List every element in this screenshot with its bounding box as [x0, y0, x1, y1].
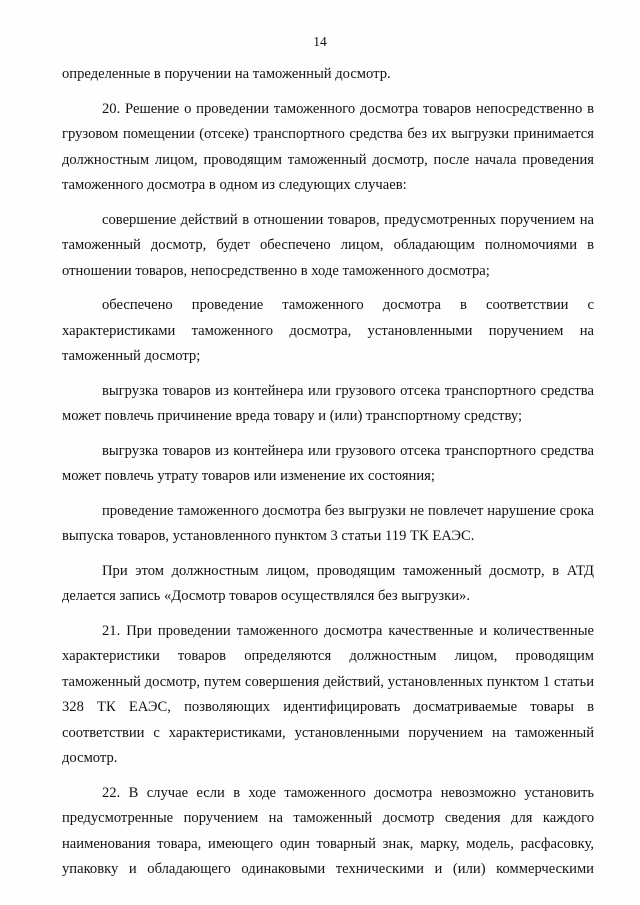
paragraph-case-3: выгрузка товаров из контейнера или грузового отсека транспортного средства может повлечь причинение вреда товару и (или) транспортному средству; [62, 382, 594, 424]
paragraph-continuation: определенные в поручении на таможенный досмотр. [62, 66, 391, 82]
paragraph-case-2: обеспечено проведение таможенного досмотра в соответствии с характеристиками таможенного досмотра, установленными поручением на таможенный досмотр; [62, 297, 594, 364]
paragraph-case-4: выгрузка товаров из контейнера или грузового отсека транспортного средства может повлечь утрату товаров или изменение их состояния; [62, 442, 594, 484]
paragraph-21: 21. При проведении таможенного досмотра качественные и количественные характеристики товаров определяются должностным лицом, проводящим таможенный досмотр, путем совершения действий, установленных пунктом 1 статьи 328 ТК ЕАЭС, позволяющих идентифицировать досматриваемые товары в соответствии с характеристиками, установленными поручением на таможенный досмотр. [62, 622, 594, 766]
paragraph-case-5: проведение таможенного досмотра без выгрузки не повлечет нарушение срока выпуска товаров, установленного пунктом 3 статьи 119 ТК ЕАЭС. [62, 502, 594, 544]
paragraph-20: 20. Решение о проведении таможенного досмотра товаров непосредственно в грузовом помещении (отсеке) транспортного средства без их выгрузки принимается должностным лицом, проводящим таможенный досмотр, после начала проведения таможенного досмотра в одном из следующих случаев: [62, 100, 594, 193]
paragraph-22: 22. В случае если в ходе таможенного досмотра невозможно установить предусмотренные поручением на таможенный досмотр сведения для каждого наименования товара, имеющего один товарный знак, марку, модель, расфасовку, упаковку и обладающего одинаковыми техническими и (или) коммерческими [62, 784, 594, 877]
paragraph-case-1: совершение действий в отношении товаров, предусмотренных поручением на таможенный досмотр, будет обеспечено лицом, обладающим полномочиями в отношении товаров, непосредственно в ходе таможенного досмотра; [62, 211, 594, 279]
document-body [62, 62, 594, 883]
paragraph-atd-note: При этом должностным лицом, проводящим таможенный досмотр, в АТД делается запись «Досмотр товаров осуществлялся без выгрузки». [62, 562, 594, 604]
page-number: 14 [313, 34, 327, 49]
